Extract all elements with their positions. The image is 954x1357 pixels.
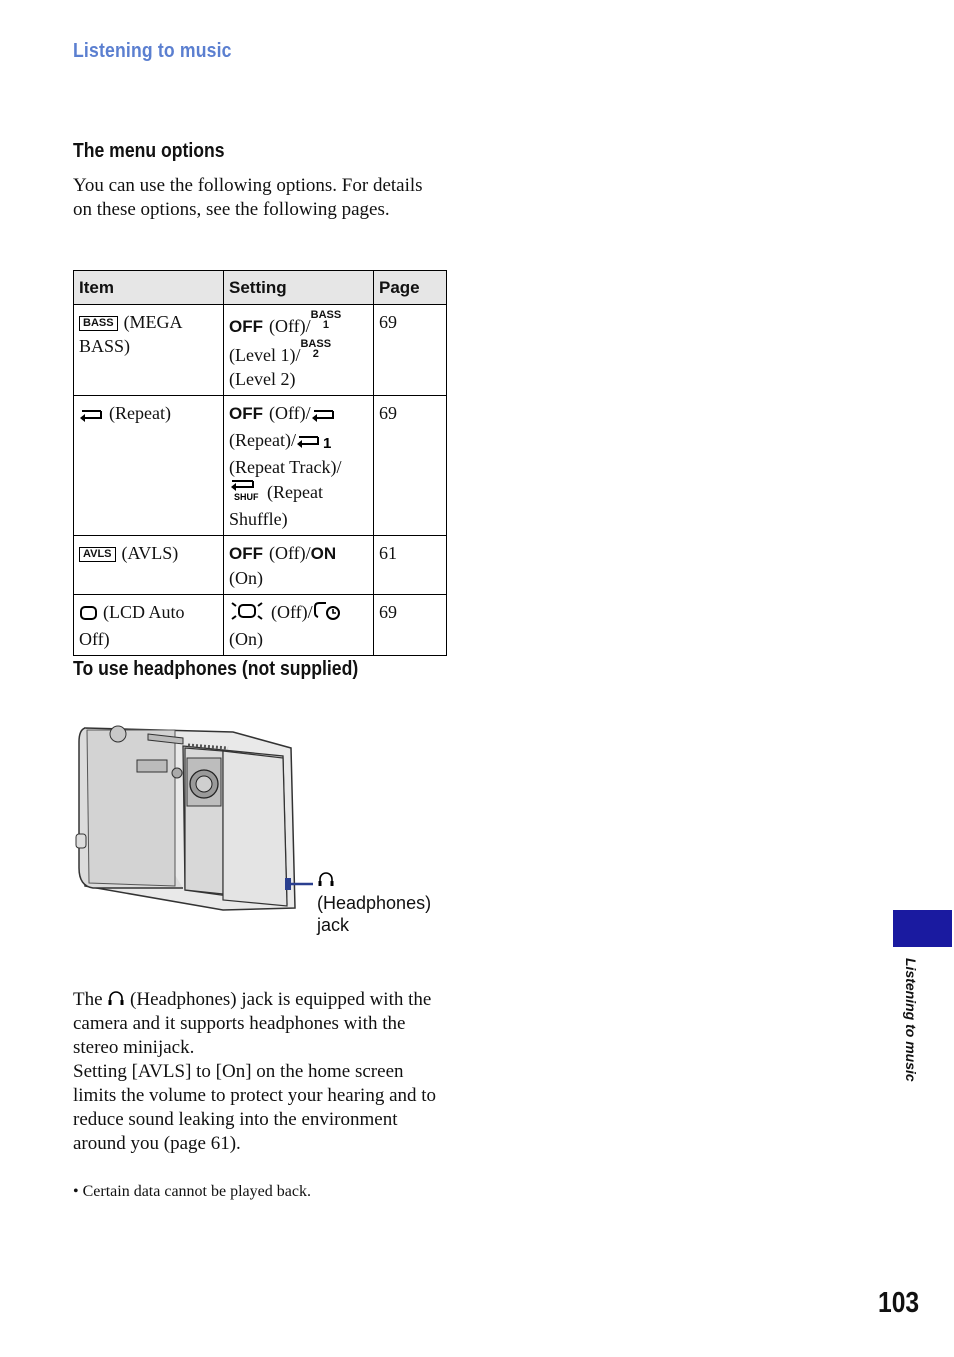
table-cell-setting (224, 595, 374, 656)
on-icon: ON (310, 544, 337, 563)
setting-text: (Level 1)/ (229, 345, 301, 365)
page-number: 103 (878, 1287, 920, 1319)
lcd-on-timer-icon (313, 601, 343, 627)
setting-text: (On) (229, 629, 263, 649)
note-bullet: • Certain data cannot be played back. (73, 1183, 311, 1200)
para-text: The (73, 989, 103, 1010)
lcd-auto-off-icon (79, 603, 99, 627)
table-cell-page: 69 (374, 305, 447, 396)
table-header-item: Item (74, 271, 224, 305)
setting-text: (On) (229, 568, 263, 588)
headphones-jack-callout (317, 892, 431, 936)
camera-illustration (73, 718, 313, 918)
callout-line: (Headphones) (317, 893, 432, 913)
setting-text: (Repeat)/ (229, 430, 296, 450)
setting-text: (Off)/ (269, 316, 311, 336)
table-cell-setting (224, 536, 374, 595)
note-text: Certain data cannot be played back. (82, 1183, 311, 1200)
menu-options-intro: You can use the following options. For details on these options, see the following pages. (73, 175, 423, 220)
callout-line: jack (317, 915, 350, 935)
setting-text: (Off)/ (269, 403, 311, 423)
table-cell-page: 69 (374, 396, 447, 536)
off-icon: OFF (229, 404, 263, 423)
table-cell-page: 61 (374, 536, 447, 595)
headphones-para-1 (73, 988, 445, 1060)
repeat-track-icon (296, 431, 334, 455)
table-cell-setting (224, 305, 374, 396)
mega-bass-icon: BASS (79, 316, 118, 331)
table-row (74, 595, 447, 656)
table-cell-item (74, 595, 224, 656)
table-cell-item (74, 536, 224, 595)
bass-level-1-icon: BASS 1 (310, 309, 342, 331)
off-icon: OFF (229, 317, 263, 336)
headphones-icon (107, 989, 125, 1007)
item-text: (AVLS) (121, 543, 179, 563)
headphones-para-2: Setting [AVLS] to [On] on the home screen limits the volume to protect your hearing and to reduce sound leaking into the environment around you (page 61). (73, 1061, 437, 1154)
table-cell-page: 69 (374, 595, 447, 656)
side-tab-label: Listening to music (903, 958, 919, 1082)
svg-text:SHUF: SHUF (234, 492, 259, 501)
setting-text: (Off)/ (271, 602, 313, 622)
headphones-heading: To use headphones (not supplied) (73, 658, 359, 680)
svg-text:1: 1 (322, 435, 332, 449)
headphones-icon (317, 870, 335, 888)
item-text: (LCD Auto Off) (79, 602, 185, 649)
table-row (74, 305, 447, 396)
setting-text: (Off)/ (269, 543, 311, 563)
table-cell-item (74, 396, 224, 536)
section-title: Listening to music (73, 40, 232, 62)
avls-icon: AVLS (79, 547, 116, 562)
para-text: (Headphones) jack is equipped with the camera and it supports headphones with the stereo minijack. (73, 989, 432, 1058)
lcd-off-setting-icon (229, 601, 267, 627)
table-row (74, 536, 447, 595)
table-header-page: Page (374, 271, 447, 305)
repeat-icon (311, 404, 337, 428)
menu-options-heading: The menu options (73, 140, 225, 162)
repeat-icon (79, 404, 105, 428)
setting-text: (Repeat Track)/ (229, 457, 342, 477)
setting-text: (Repeat Shuffle) (229, 482, 323, 529)
table-cell-setting (224, 396, 374, 536)
setting-text: (Level 2) (229, 369, 296, 389)
side-tab-marker (893, 910, 952, 947)
off-icon: OFF (229, 544, 263, 563)
item-text: (Repeat) (109, 403, 171, 423)
item-text: (MEGA BASS) (79, 312, 182, 356)
table-header-setting: Setting (224, 271, 374, 305)
options-table (73, 270, 447, 656)
bass-level-2-icon: BASS 2 (300, 338, 332, 360)
table-row (74, 396, 447, 536)
table-header-row (74, 271, 447, 305)
repeat-shuffle-icon (229, 479, 263, 507)
table-cell-item (74, 305, 224, 396)
